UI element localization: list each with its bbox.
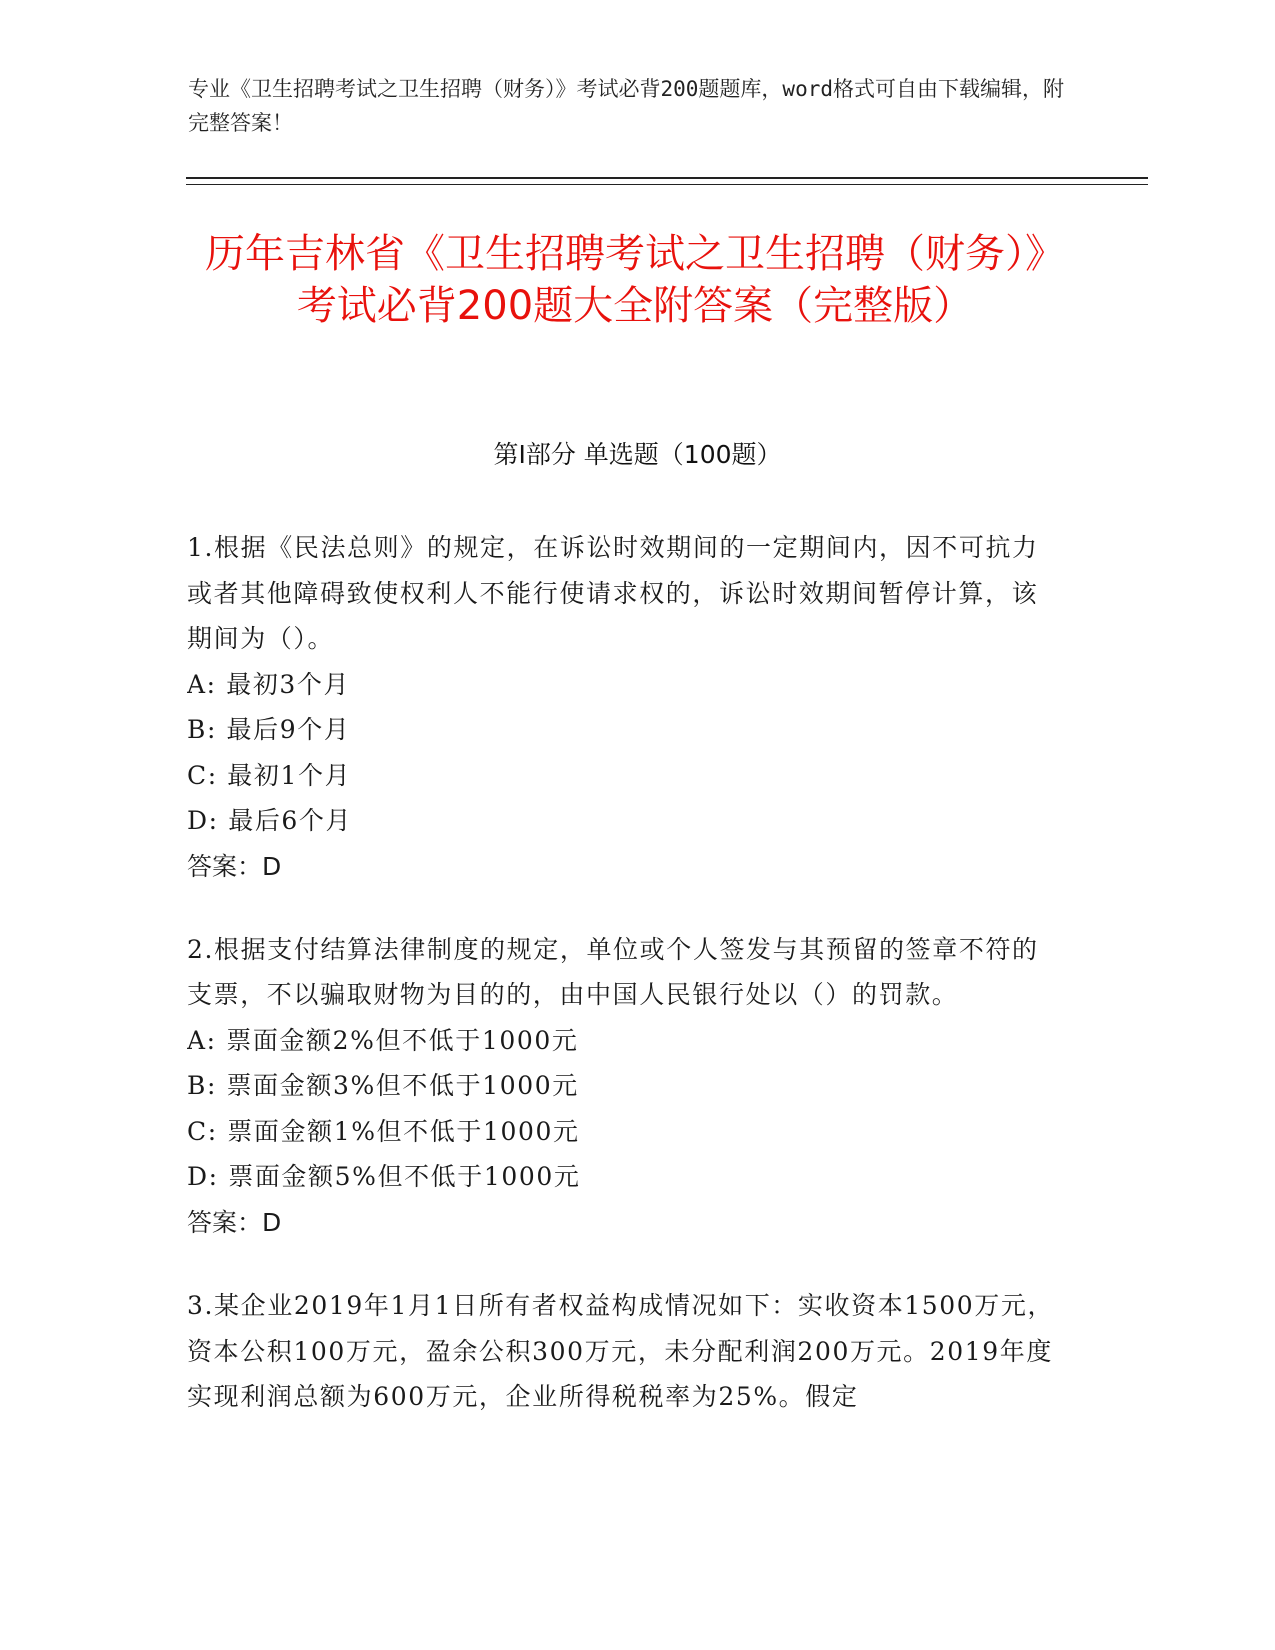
answer: 答案：D [187,1207,282,1237]
option-d: D: 最后6个月 [187,806,353,836]
option-b: B: 票面金额3%但不低于1000元 [187,1071,579,1101]
header-note: 专业《卫生招聘考试之卫生招聘（财务）》考试必背200题题库，word格式可自由下载编辑，附完整答案！ [188,77,1064,135]
header-rule-thin [186,184,1148,185]
option-a: A: 票面金额2%但不低于1000元 [187,1025,579,1055]
answer: 答案：D [187,851,282,881]
option-d: D: 票面金额5%但不低于1000元 [187,1162,581,1192]
question-3 [187,1283,1057,1420]
question-stem: 1.根据《民法总则》的规定，在诉讼时效期间的一定期间内，因不可抗力或者其他障碍致使权利人不能行使请求权的，诉讼时效期间暂停计算，该期间为（）。 [187,533,1039,654]
option-c: C: 票面金额1%但不低于1000元 [187,1116,580,1146]
section-heading: 第I部分 单选题（100题） [493,440,782,469]
option-c: C: 最初1个月 [187,760,352,790]
option-b: B: 最后9个月 [187,715,351,745]
question-2 [187,927,1057,1245]
question-stem: 3.某企业2019年1月1日所有者权益构成情况如下：实收资本1500万元，资本公积100万元，盈余公积300万元，未分配利润200万元。2019年度实现利润总额为600万元，企业所得税税率为25%。假定 [187,1290,1055,1412]
document-title: 历年吉林省《卫生招聘考试之卫生招聘（财务）》考试必背200题大全附答案（完整版） [205,231,1065,329]
question-list [187,525,1057,1625]
question-stem: 2.根据支付结算法律制度的规定，单位或个人签发与其预留的签章不符的支票，不以骗取财物为目的的，由中国人民银行处以（）的罚款。 [187,934,1039,1010]
header-rule-thick [186,177,1148,179]
option-a: A: 最初3个月 [187,669,351,699]
question-1 [187,525,1057,889]
